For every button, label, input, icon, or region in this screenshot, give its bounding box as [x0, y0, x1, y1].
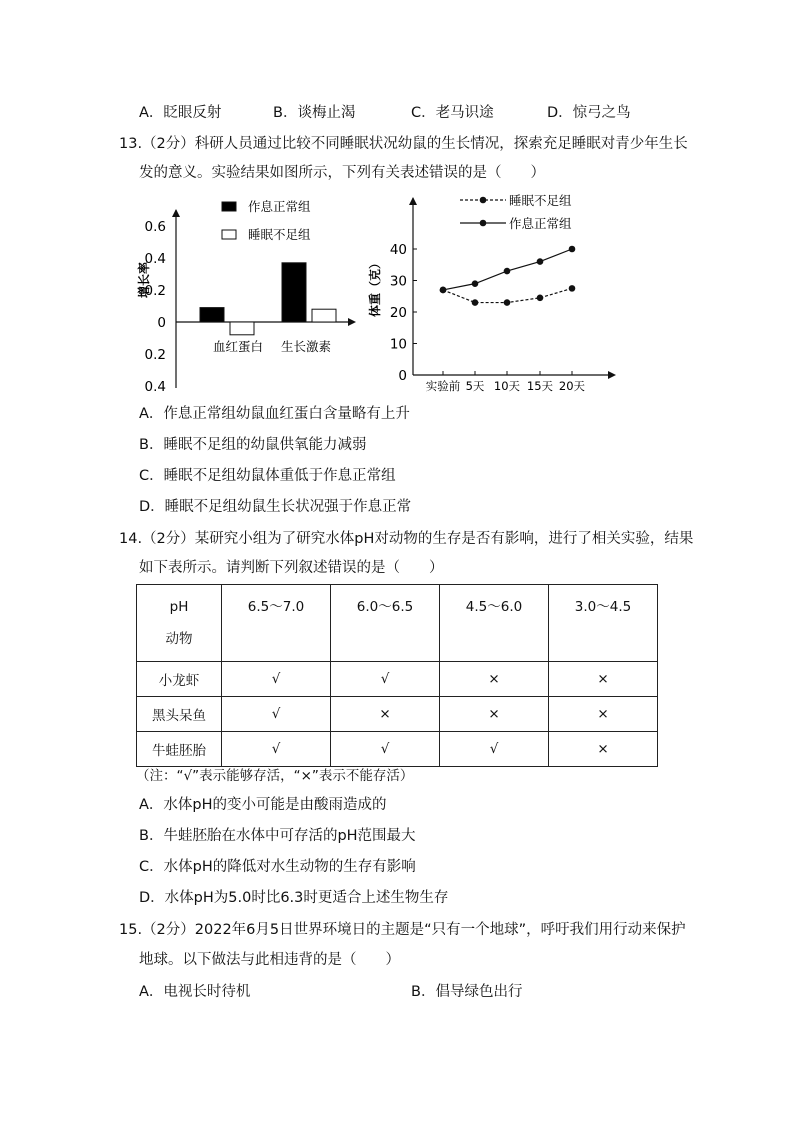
table-cell: √	[440, 732, 549, 767]
q14-stem-line2: 如下表所示。请判断下列叙述错误的是（ ）	[139, 560, 444, 576]
bar-category-label: 生长激素	[280, 339, 332, 354]
bar	[230, 322, 254, 335]
table-row	[137, 697, 658, 732]
data-point	[537, 258, 544, 265]
bar-y-tick-label: 0.4	[144, 379, 166, 395]
q12-option-d: D．惊弓之鸟	[547, 105, 631, 121]
legend-swatch	[222, 230, 236, 239]
bar	[312, 309, 336, 322]
bar-x-arrow	[348, 318, 356, 326]
line-x-tick-label: 15天	[526, 379, 554, 393]
bar	[200, 308, 224, 322]
ph-table	[136, 584, 658, 767]
table-row-label: 小龙虾	[137, 662, 222, 697]
line-x-tick-label: 10天	[493, 379, 521, 393]
legend-marker	[480, 220, 487, 227]
bar-y-tick-label: 0.2	[144, 347, 166, 363]
q15-option-b: B．倡导绿色出行	[411, 984, 523, 1000]
legend-label: 睡眠不足组	[248, 227, 311, 242]
q15-stem-line1: 15.（2分）2022年6月5日世界环境日的主题是“只有一个地球”，呼吁我们用行动来保护	[119, 922, 686, 938]
table-col-header: 6.0～6.5	[331, 585, 440, 662]
table-cell: √	[222, 697, 331, 732]
line-x-tick-label: 实验前	[425, 379, 461, 393]
table-note: （注：“√”表示能够存活，“×”表示不能存活）	[136, 768, 414, 784]
data-point	[440, 287, 447, 294]
legend-label: 作息正常组	[248, 199, 311, 214]
q13-option-c: C．睡眠不足组幼鼠体重低于作息正常组	[139, 468, 396, 484]
bar-y-arrow	[172, 209, 180, 217]
table-cell: √	[331, 732, 440, 767]
line-y-tick-label: 0	[398, 368, 407, 384]
q13-stem-line2: 发的意义。实验结果如图所示，下列有关表述错误的是（ ）	[139, 165, 545, 181]
legend-marker	[480, 197, 487, 204]
bar-y-tick-label: 0.6	[144, 219, 166, 235]
line-chart-ylabel: 体重（克）	[368, 256, 382, 318]
q14-option-d: D．水体pH为5.0时比6.3时更适合上述生物生存	[139, 890, 449, 906]
data-point	[537, 295, 544, 302]
legend-swatch	[222, 202, 236, 211]
q13-option-d: D．睡眠不足组幼鼠生长状况强于作息正常	[139, 499, 412, 515]
data-point	[472, 299, 479, 306]
bar-y-tick-label: 0.2	[144, 283, 166, 299]
bar-y-tick-label: 0	[157, 315, 166, 331]
bar-chart	[136, 192, 366, 397]
data-point	[472, 280, 479, 287]
table-row-label: 黑头呆鱼	[137, 697, 222, 732]
table-col-header: 6.5～7.0	[222, 585, 331, 662]
q14-option-c: C．水体pH的降低对水生动物的生存有影响	[139, 859, 416, 875]
line-x-tick-label: 20天	[558, 379, 586, 393]
data-point	[504, 268, 511, 275]
table-corner-cell	[137, 585, 222, 662]
q13-stem-line1: 13.（2分）科研人员通过比较不同睡眠状况幼鼠的生长情况，探索充足睡眠对青少年生长	[119, 136, 688, 152]
line-y-tick-label: 30	[389, 273, 407, 290]
line-y-tick-label: 40	[389, 242, 407, 258]
data-point	[569, 285, 576, 292]
q12-option-a: A．眨眼反射	[139, 105, 222, 121]
bar-chart-ylabel: 增长率	[137, 261, 151, 299]
data-point	[504, 299, 511, 306]
q14-stem-line1: 14.（2分）某研究小组为了研究水体pH对动物的生存是否有影响，进行了相关实验，结果	[119, 531, 694, 547]
line-chart	[366, 192, 626, 397]
q14-option-b: B．牛蛙胚胎在水体中可存活的pH范围最大	[139, 828, 416, 844]
table-row	[137, 662, 658, 697]
header-animal: 动物	[165, 631, 193, 647]
q14-option-a: A．水体pH的变小可能是由酸雨造成的	[139, 797, 387, 813]
q15-option-a: A．电视长时待机	[139, 984, 251, 1000]
line-y-tick-label: 20	[389, 305, 407, 321]
bar-y-tick-label: 0.4	[144, 251, 166, 267]
q13-option-b: B．睡眠不足组的幼鼠供氧能力减弱	[139, 437, 367, 453]
table-cell: √	[222, 732, 331, 767]
table-cell: ×	[549, 662, 658, 697]
bar-category-label: 血红蛋白	[212, 339, 264, 354]
q12-option-b: B．谈梅止渴	[273, 105, 356, 121]
table-cell: √	[331, 662, 440, 697]
q12-option-c: C．老马识途	[411, 105, 494, 121]
table-row-label: 牛蛙胚胎	[137, 732, 222, 767]
header-ph: pH	[169, 599, 189, 615]
q15-stem-line2: 地球。以下做法与此相违背的是（ ）	[139, 952, 400, 968]
table-row	[137, 732, 658, 767]
table-cell: ×	[549, 732, 658, 767]
q13-option-a: A．作息正常组幼鼠血红蛋白含量略有上升	[139, 406, 410, 422]
legend-label: 睡眠不足组	[509, 193, 572, 208]
line-x-arrow	[608, 371, 616, 379]
table-cell: √	[222, 662, 331, 697]
table-cell: ×	[440, 662, 549, 697]
line-x-tick-label: 5天	[465, 379, 485, 393]
table-cell: ×	[331, 697, 440, 732]
table-col-header: 3.0～4.5	[549, 585, 658, 662]
table-header-row	[137, 585, 658, 662]
bar	[282, 263, 306, 322]
legend-label: 作息正常组	[509, 216, 572, 231]
table-col-header: 4.5～6.0	[440, 585, 549, 662]
line-y-tick-label: 10	[389, 336, 407, 353]
table-cell: ×	[549, 697, 658, 732]
table-cell: ×	[440, 697, 549, 732]
line-y-arrow	[409, 197, 417, 205]
data-point	[569, 246, 576, 253]
